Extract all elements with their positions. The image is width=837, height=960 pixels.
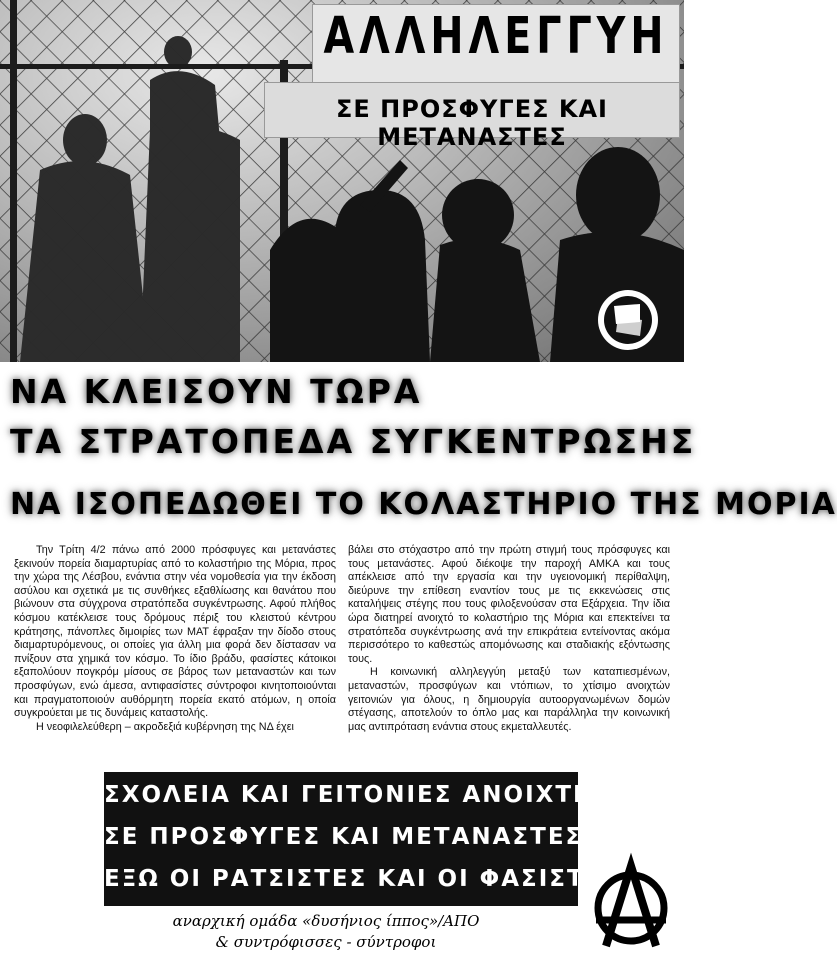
- page-subtitle: ΣΕ ΠΡΟΣΦΥΓΕΣ ΚΑΙ ΜΕΤΑΝΑΣΤΕΣ: [336, 95, 608, 151]
- signature-line-1: αναρχική ομάδα «δυσήνιος ίππος»/ΑΠΟ: [172, 912, 480, 930]
- subtitle-box: [264, 82, 680, 151]
- body-paragraph: Η κοινωνική αλληλεγγύη μεταξύ των καταπιεσμένων, μεταναστών, προσφύγων και ντόπιων, το χτίσιμο ανοιχτών γειτονιών για όλους, η δημιουργία αυτοοργανωμένων δομών στέγασης, αποτελούν το όπλο μας και παράλληλα την κοινωνική μας αντιπρόταση ενάντια στους εκμεταλλευτές.: [348, 666, 670, 733]
- banner-line-1: ΣΧΟΛΕΙΑ ΚΑΙ ΓΕΙΤΟΝΙΕΣ ΑΝΟΙΧΤΕΣ: [104, 782, 609, 808]
- slogan-banner: [104, 772, 621, 906]
- body-paragraph: Την Τρίτη 4/2 πάνω από 2000 πρόσφυγες και μετανάστες ξεκινούν πορεία διαμαρτυρίας από το κολαστήριο της Μόρια, προς την χώρα της Λέσβου, ενάντια στην νέα νομοθεσία για την έκδοση ασύλου και σχετικά με τις συνθήκες εξαθλίωσης και θανάτου που βιώνουν στα σύγχρονα στρατόπεδα συγκέντρωσης. Αφού πλήθος κόσμου κατέκλεισε τους δρόμους πέριξ του κλειστού κέντρου κράτησης, πάνοπλες διμοιρίες των ΜΑΤ έφραξαν την δίοδο στους διαμαρτυρόμενους, οι οποίες για άλλη μια φορά δεν δίστασαν να πνίξουν στα χημικά τον κόσμο. Το ίδιο βράδυ, φασίστες κάτοικοι εξαπολύουν πογκρόμ μίσους σε βάρος των μεταναστών και των προσφύγων, ενώ άμεσα, αντιφασίστες σύντροφοι κινητοποιούνται και πραγματοποιούν αυθόρμητη πορεία εκατό ατόμων, η οποία συγκρούεται με τις δυνάμεις καταστολής.: [14, 544, 336, 720]
- headline-line-3: ΝΑ ΙΣΟΠΕΔΩΘΕΙ ΤΟ ΚΟΛΑΣΤΗΡΙΟ ΤΗΣ ΜΟΡΙΑ: [10, 487, 837, 522]
- headline-line-1: ΝΑ ΚΛΕΙΣΟΥΝ ΤΩΡΑ: [10, 372, 423, 411]
- body-paragraph: Η νεοφιλελεύθερη – ακροδεξιά κυβέρνηση της ΝΔ έχει: [36, 720, 294, 733]
- body-column-left: [14, 544, 336, 734]
- page-title: ΑΛΛΗΛΕΓΓΥΗ: [323, 7, 669, 66]
- banner-line-3: ΕΞΩ ΟΙ ΡΑΤΣΙΣΤΕΣ ΚΑΙ ΟΙ ΦΑΣΙΣΤΕΣ: [104, 866, 621, 892]
- title-box: [312, 4, 680, 84]
- body-column-right: [348, 544, 670, 734]
- banner-line-2: ΣΕ ΠΡΟΣΦΥΓΕΣ ΚΑΙ ΜΕΤΑΝΑΣΤΕΣ: [104, 824, 584, 850]
- antifa-flag-icon: [598, 290, 658, 350]
- signature-line-2: & συντρόφισσες - σύντροφοι: [215, 933, 437, 951]
- fence-protest-photo: [0, 0, 684, 362]
- headline-line-2: ΤΑ ΣΤΡΑΤΟΠΕΔΑ ΣΥΓΚΕΝΤΡΩΣΗΣ: [10, 422, 697, 461]
- body-paragraph: βάλει στο στόχαστρο από την πρώτη στιγμή τους πρόσφυγες και τους μετανάστες. Αφού διέκοψε την παροχή ΑΜΚΑ και τους απέκλεισε από την εργασία και την υγειονομική περίθαλψη, διεύρυνε την επίθεση εναντίον τους με τις εκκενώσεις στις καταλήψεις στέγης που τους φιλοξενούσαν στα Εξάρχεια. Την ίδια ώρα διατηρεί ανοιχτό το κολαστήριο της Μόρια και επεκτείνει τα στρατόπεδα συγκέντρωσης ανά την επικράτεια εντείνοντας ακόμα περισσότερο το καθεστώς απομόνωσης και σταδιακής εξόντωσης τους.: [348, 544, 670, 665]
